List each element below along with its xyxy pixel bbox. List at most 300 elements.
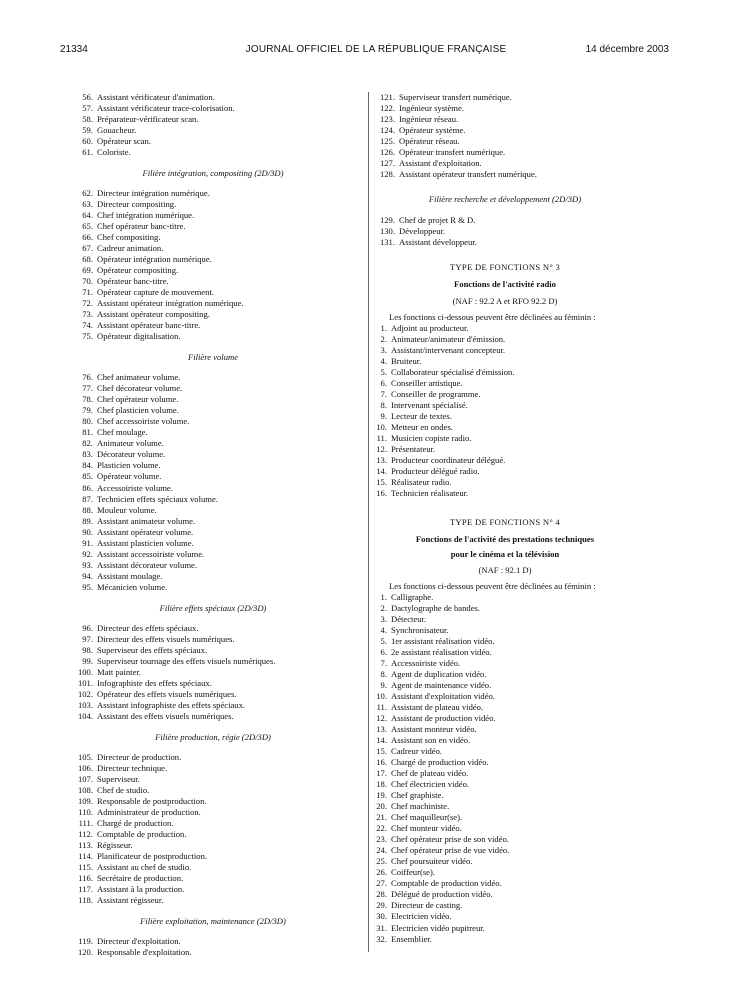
item-number: 12 . xyxy=(375,713,387,724)
list-item xyxy=(73,840,353,851)
list-item xyxy=(375,237,635,248)
item-number: 13 . xyxy=(375,724,387,735)
list-item xyxy=(73,427,353,438)
list-item xyxy=(73,265,353,276)
item-number: 79 . xyxy=(73,405,93,416)
item-text: Directeur des effets visuels numériques. xyxy=(97,633,235,644)
item-text: Superviseur. xyxy=(97,773,140,784)
item-text: Technicien réalisateur. xyxy=(391,487,469,498)
item-text: Assistant infographiste des effets spéciaux. xyxy=(97,699,246,710)
item-number: 102 . xyxy=(73,689,93,700)
item-text: Opérateur compositing. xyxy=(97,265,179,276)
item-text: Chargé de production. xyxy=(97,817,174,828)
item-number: 16 . xyxy=(375,488,387,499)
item-number: 28 . xyxy=(375,889,387,900)
list-item xyxy=(73,634,353,645)
section-heading: Filière volume xyxy=(187,352,239,363)
list-item xyxy=(375,378,635,389)
item-text: Opérateur banc-titre. xyxy=(97,276,169,287)
item-number: 71 . xyxy=(73,287,93,298)
item-text: Assistant animateur volume. xyxy=(97,515,196,526)
item-text: Chef machiniste. xyxy=(391,801,450,812)
item-text: Assistant plasticien volume. xyxy=(97,537,194,548)
item-number: 8 . xyxy=(375,669,387,680)
item-number: 22 . xyxy=(375,823,387,834)
item-text: Metteur en ondes. xyxy=(391,421,453,432)
list-item xyxy=(73,873,353,884)
list-item xyxy=(375,768,635,779)
item-text: Chef accessoiriste volume. xyxy=(97,416,190,427)
item-number: 65 . xyxy=(73,221,93,232)
item-number: 16 . xyxy=(375,757,387,768)
item-text: Opérateur volume. xyxy=(97,471,162,482)
item-text: Chef de plateau vidéo. xyxy=(391,768,469,779)
list-item xyxy=(73,936,353,947)
list-item xyxy=(73,807,353,818)
list-item xyxy=(73,92,353,103)
item-number: 58 . xyxy=(73,114,93,125)
naf-code-4: (NAF : 92.1 D) xyxy=(478,565,532,575)
list-item xyxy=(73,549,353,560)
item-text: Intervenant spécialisé. xyxy=(391,399,468,410)
list-item xyxy=(73,851,353,862)
item-text: Opérateur transfert numérique. xyxy=(399,147,506,158)
list-item xyxy=(73,416,353,427)
item-text: Chef graphiste. xyxy=(391,790,444,801)
list-item xyxy=(375,823,635,834)
issue-date: 14 décembre 2003 xyxy=(585,44,669,55)
item-number: 27 . xyxy=(375,878,387,889)
item-number: 121 . xyxy=(375,92,395,103)
list-section xyxy=(375,215,635,248)
list-item xyxy=(73,516,353,527)
list-item xyxy=(73,125,353,136)
list-item xyxy=(73,711,353,722)
item-text: Assistant opérateur volume. xyxy=(97,526,194,537)
list-item xyxy=(73,623,353,634)
item-number: 59 . xyxy=(73,125,93,136)
item-text: Chef compositing. xyxy=(97,232,161,243)
item-number: 1 . xyxy=(375,323,387,334)
list-item xyxy=(375,724,635,735)
list-item xyxy=(375,702,635,713)
item-number: 76 . xyxy=(73,372,93,383)
item-number: 77 . xyxy=(73,383,93,394)
list-section xyxy=(73,752,353,906)
item-text: Producteur délégué radio. xyxy=(391,465,480,476)
list-item xyxy=(375,790,635,801)
item-text: 2e assistant réalisation vidéo. xyxy=(391,647,492,658)
item-number: 2 . xyxy=(375,603,387,614)
item-number: 101 . xyxy=(73,678,93,689)
list-item xyxy=(375,911,635,922)
list-item xyxy=(73,372,353,383)
item-text: Opérateur scan. xyxy=(97,136,151,147)
item-number: 96 . xyxy=(73,623,93,634)
item-number: 12 . xyxy=(375,444,387,455)
list-item xyxy=(73,405,353,416)
item-number: 60 . xyxy=(73,136,93,147)
list-item xyxy=(73,254,353,265)
item-text: Opérateur capture de mouvement. xyxy=(97,287,214,298)
list-item xyxy=(73,571,353,582)
item-number: 129 . xyxy=(375,215,395,226)
item-text: Opérateur des effets visuels numériques. xyxy=(97,688,237,699)
item-number: 7 . xyxy=(375,389,387,400)
list-item xyxy=(73,678,353,689)
item-number: 64 . xyxy=(73,210,93,221)
item-text: Chef de projet R & D. xyxy=(399,215,476,226)
list-item xyxy=(375,680,635,691)
list-item xyxy=(375,433,635,444)
list-item xyxy=(73,645,353,656)
list-item xyxy=(375,625,635,636)
item-number: 24 . xyxy=(375,845,387,856)
list-item xyxy=(73,774,353,785)
item-text: Responsable d'exploitation. xyxy=(97,947,192,958)
list-item xyxy=(73,689,353,700)
item-text: Assistant moulage. xyxy=(97,570,163,581)
item-text: Assistant d'exploitation. xyxy=(399,158,482,169)
item-text: Lecteur de textes. xyxy=(391,410,452,421)
item-number: 130 . xyxy=(375,226,395,237)
item-number: 74 . xyxy=(73,320,93,331)
list-item xyxy=(375,92,635,103)
list-item xyxy=(375,215,635,226)
item-number: 2 . xyxy=(375,334,387,345)
item-text: Adjoint au producteur. xyxy=(391,322,469,333)
list-item xyxy=(73,276,353,287)
list-section xyxy=(375,592,635,945)
list-item xyxy=(73,483,353,494)
list-item xyxy=(375,136,635,147)
list-item xyxy=(375,834,635,845)
list-item xyxy=(375,226,635,237)
type-heading-3: TYPE DE FONCTIONS N° 3 xyxy=(449,262,561,273)
item-number: 116 . xyxy=(73,873,93,884)
item-number: 104 . xyxy=(73,711,93,722)
list-item xyxy=(375,422,635,433)
item-number: 66 . xyxy=(73,232,93,243)
list-item xyxy=(375,114,635,125)
item-text: Agent de duplication vidéo. xyxy=(391,669,487,680)
item-text: Ingénieur réseau. xyxy=(399,114,459,125)
list-item xyxy=(73,895,353,906)
item-number: 18 . xyxy=(375,779,387,790)
list-item xyxy=(73,796,353,807)
list-item xyxy=(375,636,635,647)
list-item xyxy=(73,560,353,571)
item-number: 31 . xyxy=(375,923,387,934)
item-number: 120 . xyxy=(73,947,93,958)
list-item xyxy=(375,801,635,812)
item-text: Chef maquilleur(se). xyxy=(391,812,463,823)
item-text: Secrétaire de production. xyxy=(97,873,184,883)
item-text: Superviseur des effets spéciaux. xyxy=(97,644,208,655)
item-text: Chef décorateur volume. xyxy=(97,383,183,394)
list-item xyxy=(73,667,353,678)
item-number: 115 . xyxy=(73,862,93,873)
item-number: 75 . xyxy=(73,331,93,342)
item-number: 68 . xyxy=(73,254,93,265)
item-text: Assistant/intervenant concepteur. xyxy=(391,344,506,355)
list-item xyxy=(375,488,635,499)
item-number: 11 . xyxy=(375,702,387,713)
item-text: Animateur volume. xyxy=(97,438,164,449)
item-number: 57 . xyxy=(73,103,93,114)
item-text: Assistant accessoiriste volume. xyxy=(97,548,205,559)
list-item xyxy=(73,221,353,232)
item-text: Présentateur. xyxy=(391,443,436,454)
item-text: Assistant opérateur banc-titre. xyxy=(97,320,201,331)
section-heading: Filière intégration, compositing (2D/3D) xyxy=(142,168,284,179)
item-text: Conseiller artistique. xyxy=(391,377,463,388)
item-text: Musicien copiste radio. xyxy=(391,432,472,443)
item-number: 88 . xyxy=(73,505,93,516)
item-text: Infographiste des effets spéciaux. xyxy=(97,677,212,688)
item-number: 99 . xyxy=(73,656,93,667)
list-item xyxy=(375,647,635,658)
item-number: 114 . xyxy=(73,851,93,862)
list-item xyxy=(375,455,635,466)
list-item xyxy=(375,845,635,856)
list-item xyxy=(375,603,635,614)
item-text: Chargé de production vidéo. xyxy=(391,757,489,768)
item-text: Conseiller de programme. xyxy=(391,388,481,399)
item-number: 106 . xyxy=(73,763,93,774)
list-item xyxy=(73,785,353,796)
item-number: 94 . xyxy=(73,571,93,582)
item-number: 82 . xyxy=(73,438,93,449)
item-text: Directeur technique. xyxy=(97,762,168,773)
list-item xyxy=(73,210,353,221)
list-section xyxy=(375,323,635,499)
item-text: Chef opérateur volume. xyxy=(97,394,179,405)
item-text: Electricien vidéo pupitreur. xyxy=(391,922,485,933)
item-text: Gouacheur. xyxy=(97,125,137,136)
item-number: 15 . xyxy=(375,746,387,757)
intro-text-4: Les fonctions ci-dessous peuvent être déclinées au féminin : xyxy=(389,581,596,592)
list-item xyxy=(375,356,635,367)
list-item xyxy=(73,309,353,320)
item-text: Assistant des effets visuels numériques. xyxy=(97,710,234,721)
list-item xyxy=(375,900,635,911)
list-section xyxy=(73,623,353,722)
item-number: 93 . xyxy=(73,560,93,571)
list-item xyxy=(375,147,635,158)
list-item xyxy=(73,763,353,774)
item-number: 11 . xyxy=(375,433,387,444)
item-text: Assistant opérateur transfert numérique. xyxy=(399,169,537,180)
item-text: Mouleur volume. xyxy=(97,504,157,515)
list-item xyxy=(375,592,635,603)
item-text: Directeur compositing. xyxy=(97,199,177,210)
item-text: Accessoiriste vidéo. xyxy=(391,658,461,669)
item-number: 108 . xyxy=(73,785,93,796)
item-text: Coiffeur(se). xyxy=(391,867,435,878)
item-text: Coloriste. xyxy=(97,147,131,158)
section-heading: Filière effets spéciaux (2D/3D) xyxy=(159,602,267,613)
list-section xyxy=(73,188,353,342)
list-item xyxy=(73,114,353,125)
item-number: 73 . xyxy=(73,309,93,320)
item-number: 107 . xyxy=(73,774,93,785)
item-text: Assistant vérificateur d'animation. xyxy=(97,92,215,102)
list-item xyxy=(375,614,635,625)
list-section xyxy=(375,92,635,180)
list-item xyxy=(375,889,635,900)
item-text: Régisseur. xyxy=(97,839,133,850)
list-item xyxy=(375,345,635,356)
item-number: 4 . xyxy=(375,356,387,367)
item-text: Matt painter. xyxy=(97,666,141,677)
item-text: Chef électricien vidéo. xyxy=(391,779,470,790)
item-text: Ingénieur système. xyxy=(399,103,464,114)
item-text: Accessoiriste volume. xyxy=(97,482,173,493)
item-number: 1 . xyxy=(375,592,387,603)
item-text: Plasticien volume. xyxy=(97,460,161,471)
item-number: 97 . xyxy=(73,634,93,645)
item-text: Calligraphe. xyxy=(391,592,434,603)
list-item xyxy=(73,394,353,405)
list-item xyxy=(375,444,635,455)
list-item xyxy=(73,862,353,873)
item-text: Développeur. xyxy=(399,226,446,237)
item-number: 87 . xyxy=(73,494,93,505)
item-text: Assistant son en vidéo. xyxy=(391,735,471,746)
item-number: 3 . xyxy=(375,614,387,625)
item-number: 83 . xyxy=(73,449,93,460)
item-number: 123 . xyxy=(375,114,395,125)
item-number: 9 . xyxy=(375,411,387,422)
list-item xyxy=(73,829,353,840)
item-text: Chef opérateur prise de vue vidéo. xyxy=(391,845,510,856)
type-title-4-line2: pour le cinéma et la télévision xyxy=(450,548,560,559)
item-text: Cadreur animation. xyxy=(97,243,164,254)
item-number: 124 . xyxy=(375,125,395,136)
item-text: Réalisateur radio. xyxy=(391,476,452,487)
item-text: Mécanicien volume. xyxy=(97,581,168,592)
list-item xyxy=(375,158,635,169)
item-number: 21 . xyxy=(375,812,387,823)
list-item xyxy=(375,125,635,136)
item-number: 63 . xyxy=(73,199,93,210)
list-section xyxy=(73,92,353,158)
item-number: 112 . xyxy=(73,829,93,840)
item-text: Opérateur digitalisation. xyxy=(97,331,181,342)
list-item xyxy=(375,713,635,724)
section-heading: Filière exploitation, maintenance (2D/3D) xyxy=(140,916,286,927)
item-number: 17 . xyxy=(375,768,387,779)
list-item xyxy=(73,884,353,895)
item-text: Préparateur-vérificateur scan. xyxy=(97,114,199,125)
item-text: Opérateur réseau. xyxy=(399,136,460,147)
list-item xyxy=(73,700,353,711)
item-number: 84 . xyxy=(73,460,93,471)
item-number: 86 . xyxy=(73,483,93,494)
item-text: Dactylographe de bandes. xyxy=(391,603,481,614)
item-number: 92 . xyxy=(73,549,93,560)
item-text: Superviseur tournage des effets visuels numériques. xyxy=(97,655,276,666)
list-item xyxy=(375,103,635,114)
item-number: 67 . xyxy=(73,243,93,254)
item-number: 14 . xyxy=(375,466,387,477)
item-text: Assistant de plateau vidéo. xyxy=(391,702,484,713)
item-number: 10 . xyxy=(375,691,387,702)
item-number: 23 . xyxy=(375,834,387,845)
item-text: Producteur coordinateur délégué. xyxy=(391,454,506,465)
list-item xyxy=(73,449,353,460)
item-text: Chef moulage. xyxy=(97,427,148,438)
item-number: 61 . xyxy=(73,147,93,158)
item-text: Ensemblier. xyxy=(391,933,432,944)
item-number: 95 . xyxy=(73,582,93,593)
item-number: 110 . xyxy=(73,807,93,818)
item-text: Agent de maintenance vidéo. xyxy=(391,680,492,691)
item-number: 113 . xyxy=(73,840,93,851)
list-item xyxy=(375,856,635,867)
column-divider xyxy=(368,92,369,952)
list-item xyxy=(375,669,635,680)
list-section xyxy=(73,936,353,958)
item-text: Assistant régisseur. xyxy=(97,895,164,906)
list-item xyxy=(375,691,635,702)
item-text: Assistant de production vidéo. xyxy=(391,713,496,724)
item-number: 109 . xyxy=(73,796,93,807)
item-text: Assistant vérificateur trace-colorisation. xyxy=(97,103,235,114)
list-item xyxy=(73,287,353,298)
item-number: 14 . xyxy=(375,735,387,746)
section-heading: Filière recherche et développement (2D/3D) xyxy=(428,194,582,205)
item-number: 5 . xyxy=(375,636,387,647)
item-number: 6 . xyxy=(375,647,387,658)
item-text: Collaborateur spécialisé d'émission. xyxy=(391,366,515,377)
item-number: 26 . xyxy=(375,867,387,878)
list-item xyxy=(375,169,635,180)
item-text: Assistant opérateur intégration numérique. xyxy=(97,298,244,309)
list-item xyxy=(73,232,353,243)
list-item xyxy=(73,818,353,829)
list-item xyxy=(73,331,353,342)
list-item xyxy=(375,389,635,400)
item-number: 98 . xyxy=(73,645,93,656)
list-item xyxy=(73,460,353,471)
list-item xyxy=(73,438,353,449)
item-text: Chef intégration numérique. xyxy=(97,210,195,221)
list-item xyxy=(375,779,635,790)
item-number: 69 . xyxy=(73,265,93,276)
item-text: Comptable de production. xyxy=(97,828,187,839)
list-item xyxy=(73,538,353,549)
item-number: 125 . xyxy=(375,136,395,147)
item-number: 3 . xyxy=(375,345,387,356)
item-text: Chef animateur volume. xyxy=(97,372,181,383)
item-number: 29 . xyxy=(375,900,387,911)
item-text: Directeur de production. xyxy=(97,751,182,762)
right-column xyxy=(375,92,635,945)
list-item xyxy=(375,411,635,422)
list-item xyxy=(375,367,635,378)
naf-code-3: (NAF : 92.2 A et RFO 92.2 D) xyxy=(452,295,558,306)
intro-text-3: Les fonctions ci-dessous peuvent être déclinées au féminin : xyxy=(389,311,596,322)
item-number: 118 . xyxy=(73,895,93,906)
item-text: Superviseur transfert numérique. xyxy=(399,92,512,102)
list-item xyxy=(73,582,353,593)
journal-title: JOURNAL OFFICIEL DE LA RÉPUBLIQUE FRANÇAISE xyxy=(245,44,507,55)
list-item xyxy=(375,812,635,823)
list-item xyxy=(73,383,353,394)
list-item xyxy=(73,656,353,667)
